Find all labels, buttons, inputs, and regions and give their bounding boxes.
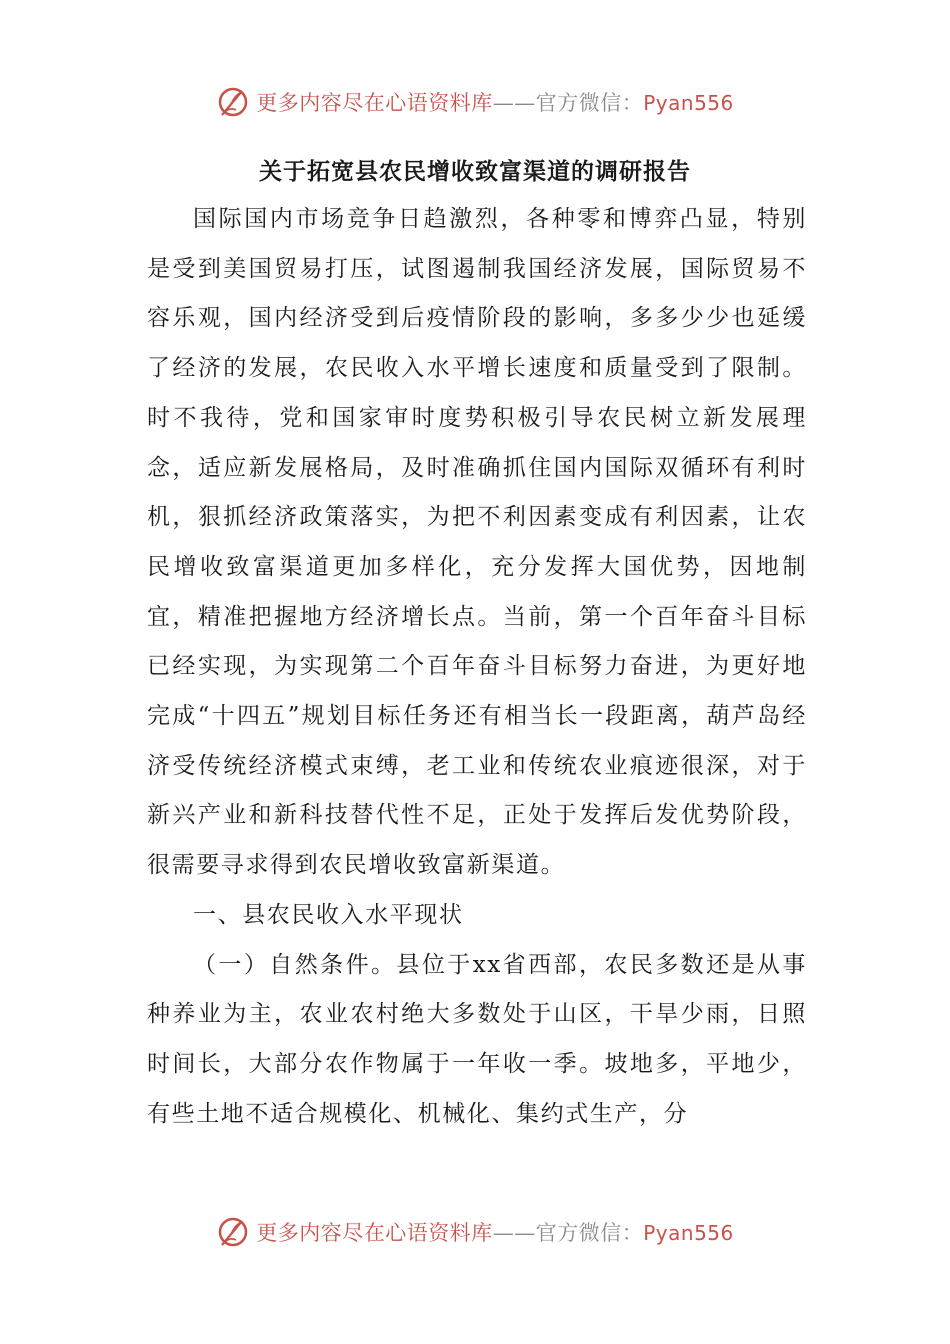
banner-label: 官方微信 xyxy=(535,91,622,115)
intro-paragraph: 国际国内市场竞争日趋激烈，各种零和博弈凸显，特别是受到美国贸易打压，试图遏制我国经济发展，国际贸易不容乐观，国内经济受到后疫情阶段的影响，多多少少也延缓了经济的发展，农民收入水平增长速度和质量受到了限制。时不我待，党和国家审时度势积极引导农民树立新发展理念，适应新发展格局，及时准确抓住国内国际双循环有利时机，狠抓经济政策落实，为把不利因素变成有利因素，让农民增收致富渠道更加多样化，充分发挥大国优势，因地制宜，精准把握地方经济增长点。当前，第一个百年奋斗目标已经实现，为实现第二个百年奋斗目标努力奋进，为更好地完成“十四五”规划目标任务还有相当长一段距离，葫芦岛经济受传统经济模式束缚，老工业和传统农业痕迹很深，对于新兴产业和新科技替代性不足，正处于发挥后发优势阶段，很需要寻求得到农民增收致富新渠道。 xyxy=(147,206,807,879)
header-banner xyxy=(0,80,950,124)
quill-logo-icon xyxy=(216,1215,250,1249)
banner-colon: ： xyxy=(621,1221,644,1245)
banner-text xyxy=(256,87,734,117)
document-body xyxy=(147,195,807,1139)
quill-logo-icon xyxy=(216,85,250,119)
section-heading: 一、县农民收入水平现状 xyxy=(193,901,464,928)
banner-colon: ： xyxy=(621,91,644,115)
banner-wechat-id: Pyan556 xyxy=(643,91,734,115)
subsection-paragraph: （一）自然条件。县位于xx省西部，农民多数还是从事种养业为主，农业农村绝大多数处于山区，干旱少雨，日照时间长，大部分农作物属于一年收一季。坡地多，平地少，有些土地不适合规模化、机械化、集约式生产，分 xyxy=(147,951,807,1127)
banner-site-text: 更多内容尽在心语资料库 xyxy=(256,91,493,115)
banner-wechat-id: Pyan556 xyxy=(643,1221,734,1245)
footer-banner xyxy=(0,1210,950,1254)
document-title: 关于拓宽县农民增收致富渠道的调研报告 xyxy=(259,158,691,185)
banner-dash: —— xyxy=(492,91,536,115)
banner-site-text: 更多内容尽在心语资料库 xyxy=(256,1221,493,1245)
banner-dash: —— xyxy=(492,1221,536,1245)
banner-text xyxy=(256,1217,734,1247)
banner-label: 官方微信 xyxy=(535,1221,622,1245)
